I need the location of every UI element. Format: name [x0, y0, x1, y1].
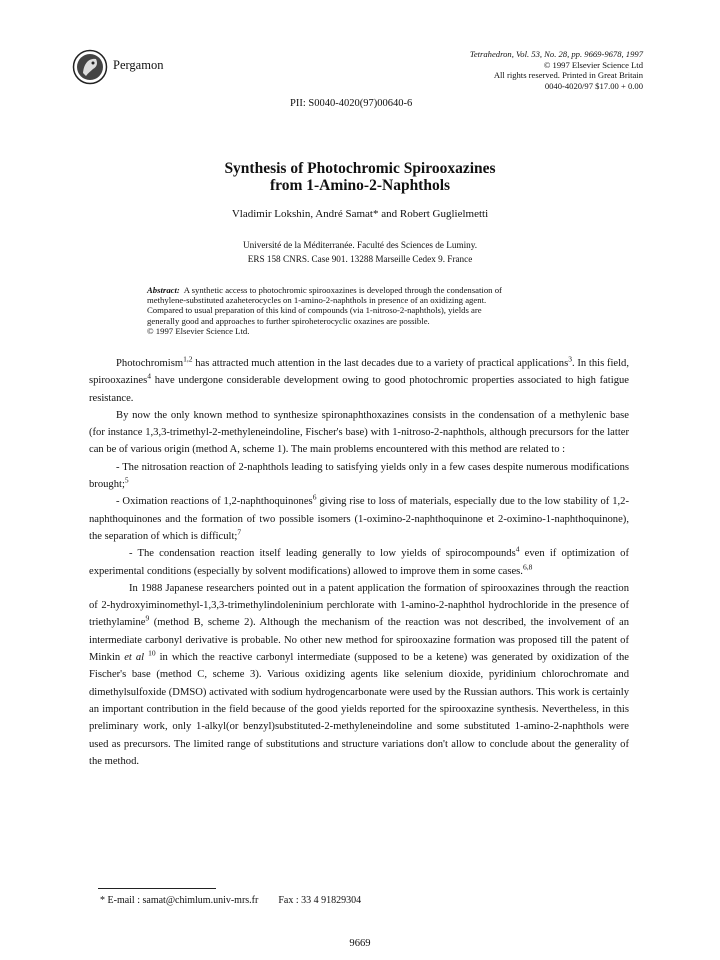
abstract-line-1: A synthetic access to photochromic spirooxazines is developed through the condensation of [183, 285, 502, 295]
text-run: In 1988 Japanese researchers pointed out in a patent application the formation of spirooxazines through the reaction of 2-hydroxyiminomethyl-1,3,3-trimethylindoleninium perchlorate with 1-amino-2-naphthol hydrochloride in the presence of triethylamine [89, 582, 629, 629]
text-run: - The condensation reaction itself leading generally to low yields of spirocompounds [129, 548, 516, 560]
citation-ref: 4 [147, 371, 152, 381]
text-run: - Oximation reactions of 1,2-naphthoquinones [116, 496, 313, 508]
text-run: . In this field, spirooxazines [89, 358, 629, 387]
text-run-italic: et al [124, 652, 145, 664]
citation-ref: 6 [312, 492, 317, 502]
abstract-copyright: © 1997 Elsevier Science Ltd. [147, 325, 250, 336]
title-line-1: Synthesis of Photochromic Spirooxazines [224, 160, 496, 177]
citation-ref: 7 [237, 527, 242, 537]
journal-citation [383, 49, 643, 91]
journal-line-2: © 1997 Elsevier Science Ltd [543, 59, 643, 70]
paragraph-problem-1 [89, 459, 629, 494]
citation-ref: 9 [145, 613, 150, 623]
text-run: (method B, scheme 2). Although the mechanism of the reaction was not described, the involvement of an intermediate carbonyl derivative is probable. No other new method for spirooxazine formation was proposed till the patent of Minkin [89, 617, 629, 664]
publisher-name: Pergamon [113, 58, 164, 72]
pergamon-logo-icon [72, 49, 108, 85]
footnote-rule [98, 888, 216, 889]
journal-line-3: All rights reserved. Printed in Great Britain [493, 70, 643, 81]
affiliation-line-1: Université de la Méditerranée. Faculté des Sciences de Luminy. [242, 240, 478, 250]
page-number: 9669 [349, 938, 371, 949]
paragraph-prior-work [89, 580, 629, 770]
abstract-line-4: generally good and approaches to further spiroheterocyclic oxazines are possible. [147, 315, 430, 326]
text-run: have undergone considerable development owing to good photochromic properties associated to high fatigue resistance. [89, 375, 629, 404]
abstract-line-2: methylene-substituted azaheterocycles on 1-amino-2-naphthols in presence of an oxidizing agent. [147, 295, 487, 306]
abstract-label: Abstract: [147, 285, 180, 295]
citation-ref: 1,2 [183, 354, 193, 364]
affiliation-line-2: ERS 158 CNRS. Case 901. 13288 Marseille Cedex 9. France [247, 254, 473, 264]
journal-line-4: 0040-4020/97 $17.00 + 0.00 [544, 80, 643, 91]
text-run: even if optimization of experimental conditions (especially by solvent modifications) allowed to improve them in some cases. [89, 548, 629, 577]
citation-ref: 3 [568, 354, 572, 364]
citation-ref: 10 [148, 648, 156, 658]
paragraph-intro [89, 355, 629, 407]
footnote-contact: * E-mail : samat@chimlum.univ-mrs.fr Fax : 33 4 91829304 [100, 895, 362, 906]
title-line-2: from 1-Amino-2-Naphthols [269, 177, 451, 194]
abstract [147, 285, 577, 336]
text-run: Photochromism [116, 358, 184, 369]
author-list: Vladimir Lokshin, André Samat* and Robert Guglielmetti [231, 208, 489, 220]
pii-identifier: PII: S0040-4020(97)00640-6 [290, 98, 413, 109]
paragraph-problem-2 [89, 493, 629, 545]
affiliation [0, 238, 720, 266]
text-run: in which the reactive carbonyl intermediate (supposed to be a ketene) was generated by oxidization of the Fischer's base (method C, scheme 3). Various oxidizing agents like selenium dioxide, pyridinium chlorochromate and dimethylsulfoxide (DMSO) activated with sodium hydrogencarbonate were used by the Russian authors. This work is certainly an important contribution in the field because of the good yields reported for the spirooxazine synthesis. Nevertheless, in this preliminary work, only 1-alkyl(or benzyl)substituted-2-methyleneindoline and some substituted 1-amino-2-naphthols were used as precursors. The limited range of substitutions and structure variations don't allow to conclude about the generality of the method. [89, 652, 629, 767]
body-text [89, 355, 629, 770]
citation-ref: 6,8 [522, 562, 533, 572]
journal-line-1: Tetrahedron, Vol. 53, No. 28, pp. 9669-9678, 1997 [469, 49, 643, 59]
paragraph-method: By now the only known method to synthesize spironaphthoxazines consists in the condensation of a methylenic base (for instance 1,3,3-trimethyl-2-methyleneindoline, Fischer's base) with 1-nitroso-2-naphthols, although precursors for the latter can be of various origin (method A, scheme 1). The main problems encountered with this method are related to : [89, 409, 629, 456]
text-run: giving rise to loss of materials, especially due to the low stability of 1,2-naphthoquinones and the formation of two possible isomers (1-oximino-2-naphthoquinone et 2-oximino-1-naphthoquinone), the separation of which is difficult; [89, 496, 629, 542]
text-run: has attracted much attention in the last decades due to a variety of practical applications [192, 358, 569, 369]
paragraph-problem-3 [89, 545, 629, 580]
abstract-line-3: Compared to usual preparation of this kind of compounds (via 1-nitroso-2-naphthols), yields are [147, 305, 482, 316]
citation-ref: 4 [515, 544, 520, 554]
citation-ref: 5 [124, 475, 129, 485]
text-run: - The nitrosation reaction of 2-naphthols leading to satisfying yields only in a few cases despite numerous modifications brought; [89, 461, 629, 491]
paper-title [0, 160, 720, 194]
